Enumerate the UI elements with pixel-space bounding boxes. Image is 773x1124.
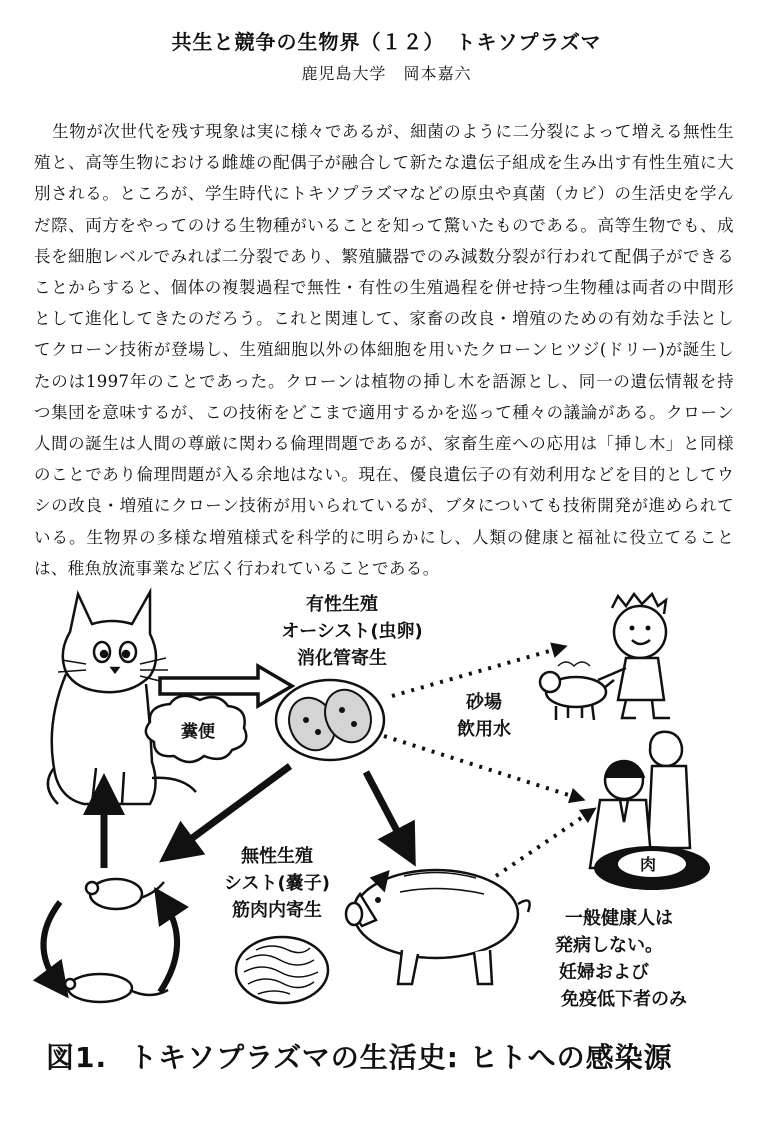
svg-text:筋肉内寄生: 筋肉内寄生 <box>232 900 322 921</box>
svg-text:有性生殖: 有性生殖 <box>306 594 378 615</box>
oocyst-illustration <box>276 680 384 760</box>
feces-cloud <box>146 696 246 762</box>
meat-label: 肉 <box>639 855 657 874</box>
feces-label: 糞便 <box>181 722 215 742</box>
health-note <box>555 907 687 1010</box>
article-title: 共生と競争の生物界（１２） トキソプラズマ <box>171 30 602 54</box>
cat-illustration <box>48 592 196 804</box>
svg-text:消化管寄生: 消化管寄生 <box>297 648 387 669</box>
svg-text:シスト(嚢子): シスト(嚢子) <box>224 873 330 894</box>
meat-plate <box>594 846 710 890</box>
cyst-illustration <box>236 937 328 1003</box>
author-affiliation: 鹿児島大学 岡本嘉六 <box>301 64 472 83</box>
body-paragraph: 生物が次世代を残す現象は実に様々であるが、細菌のように二分裂によって増える無性生殖と、高等生物における雌雄の配偶子が融合して新たな遺伝子組成を生み出す有性生殖に大別される。ところが、学生時代にトキソプラズマなどの原虫や真菌（カビ）の生活史を学んだ際、両方をやってのける生物種がいることを知って驚いたものである。高等生物でも、成長を細胞レベルでみれば二分裂であり、繁殖臓器でのみ減数分裂が行われて配偶子ができることからすると、個体の複製過程で無性・有性の生殖過程を併せ持つ生物種は両者の中間形として進化してきたのだろう。これと関連して、家畜の改良・増殖のための有効な手法としてクローン技術が登場し、生殖細胞以外の体細胞を用いたクローンヒツジ(ドリー)が誕生したのは1997年のことであった。クローンは植物の挿し木を語源とし、同一の遺伝情報を持つ集団を意味するが、この技術をどこまで適用するかを巡って種々の議論がある。クローン人間の誕生は人間の尊厳に関わる倫理問題であるが、家畜生産への応用は「挿し木」と同様のことであり倫理問題が入る余地はない。現在、優良遺伝子の有効利用などを目的としてウシの改良・増殖にクローン技術が用いられているが、ブタについても技術開発が進められている。生物界の多様な増殖様式を科学的に明らかにし、人類の健康と福祉に役立てることは、稚魚放流事業など広く行われていることである。 <box>34 122 734 578</box>
caption-number: 図1. <box>46 1041 108 1074</box>
caption-text: トキソプラズマの生活史: ヒトへの感染源 <box>129 1041 673 1074</box>
svg-text:オーシスト(虫卵): オーシスト(虫卵) <box>281 621 423 642</box>
svg-text:砂場: 砂場 <box>466 692 502 713</box>
pig-illustration <box>346 870 530 984</box>
mice-illustration <box>65 879 168 1002</box>
sexual-reproduction-label <box>281 593 423 669</box>
life-cycle-diagram <box>0 572 773 1022</box>
life-cycle-figure <box>0 572 773 1022</box>
svg-text:妊婦および: 妊婦および <box>559 962 649 983</box>
figure-caption <box>46 1036 695 1076</box>
child-illustration <box>598 594 670 718</box>
svg-text:飲用水: 飲用水 <box>457 719 511 740</box>
svg-text:発病しない。: 発病しない。 <box>555 935 663 956</box>
dog-illustration <box>540 662 614 720</box>
svg-text:免疫低下者のみ: 免疫低下者のみ <box>561 989 687 1010</box>
svg-text:無性生殖: 無性生殖 <box>241 846 313 867</box>
svg-text:一般健康人は: 一般健康人は <box>565 908 673 929</box>
asexual-reproduction-label <box>224 845 330 921</box>
sandbox-water-label <box>457 691 511 740</box>
